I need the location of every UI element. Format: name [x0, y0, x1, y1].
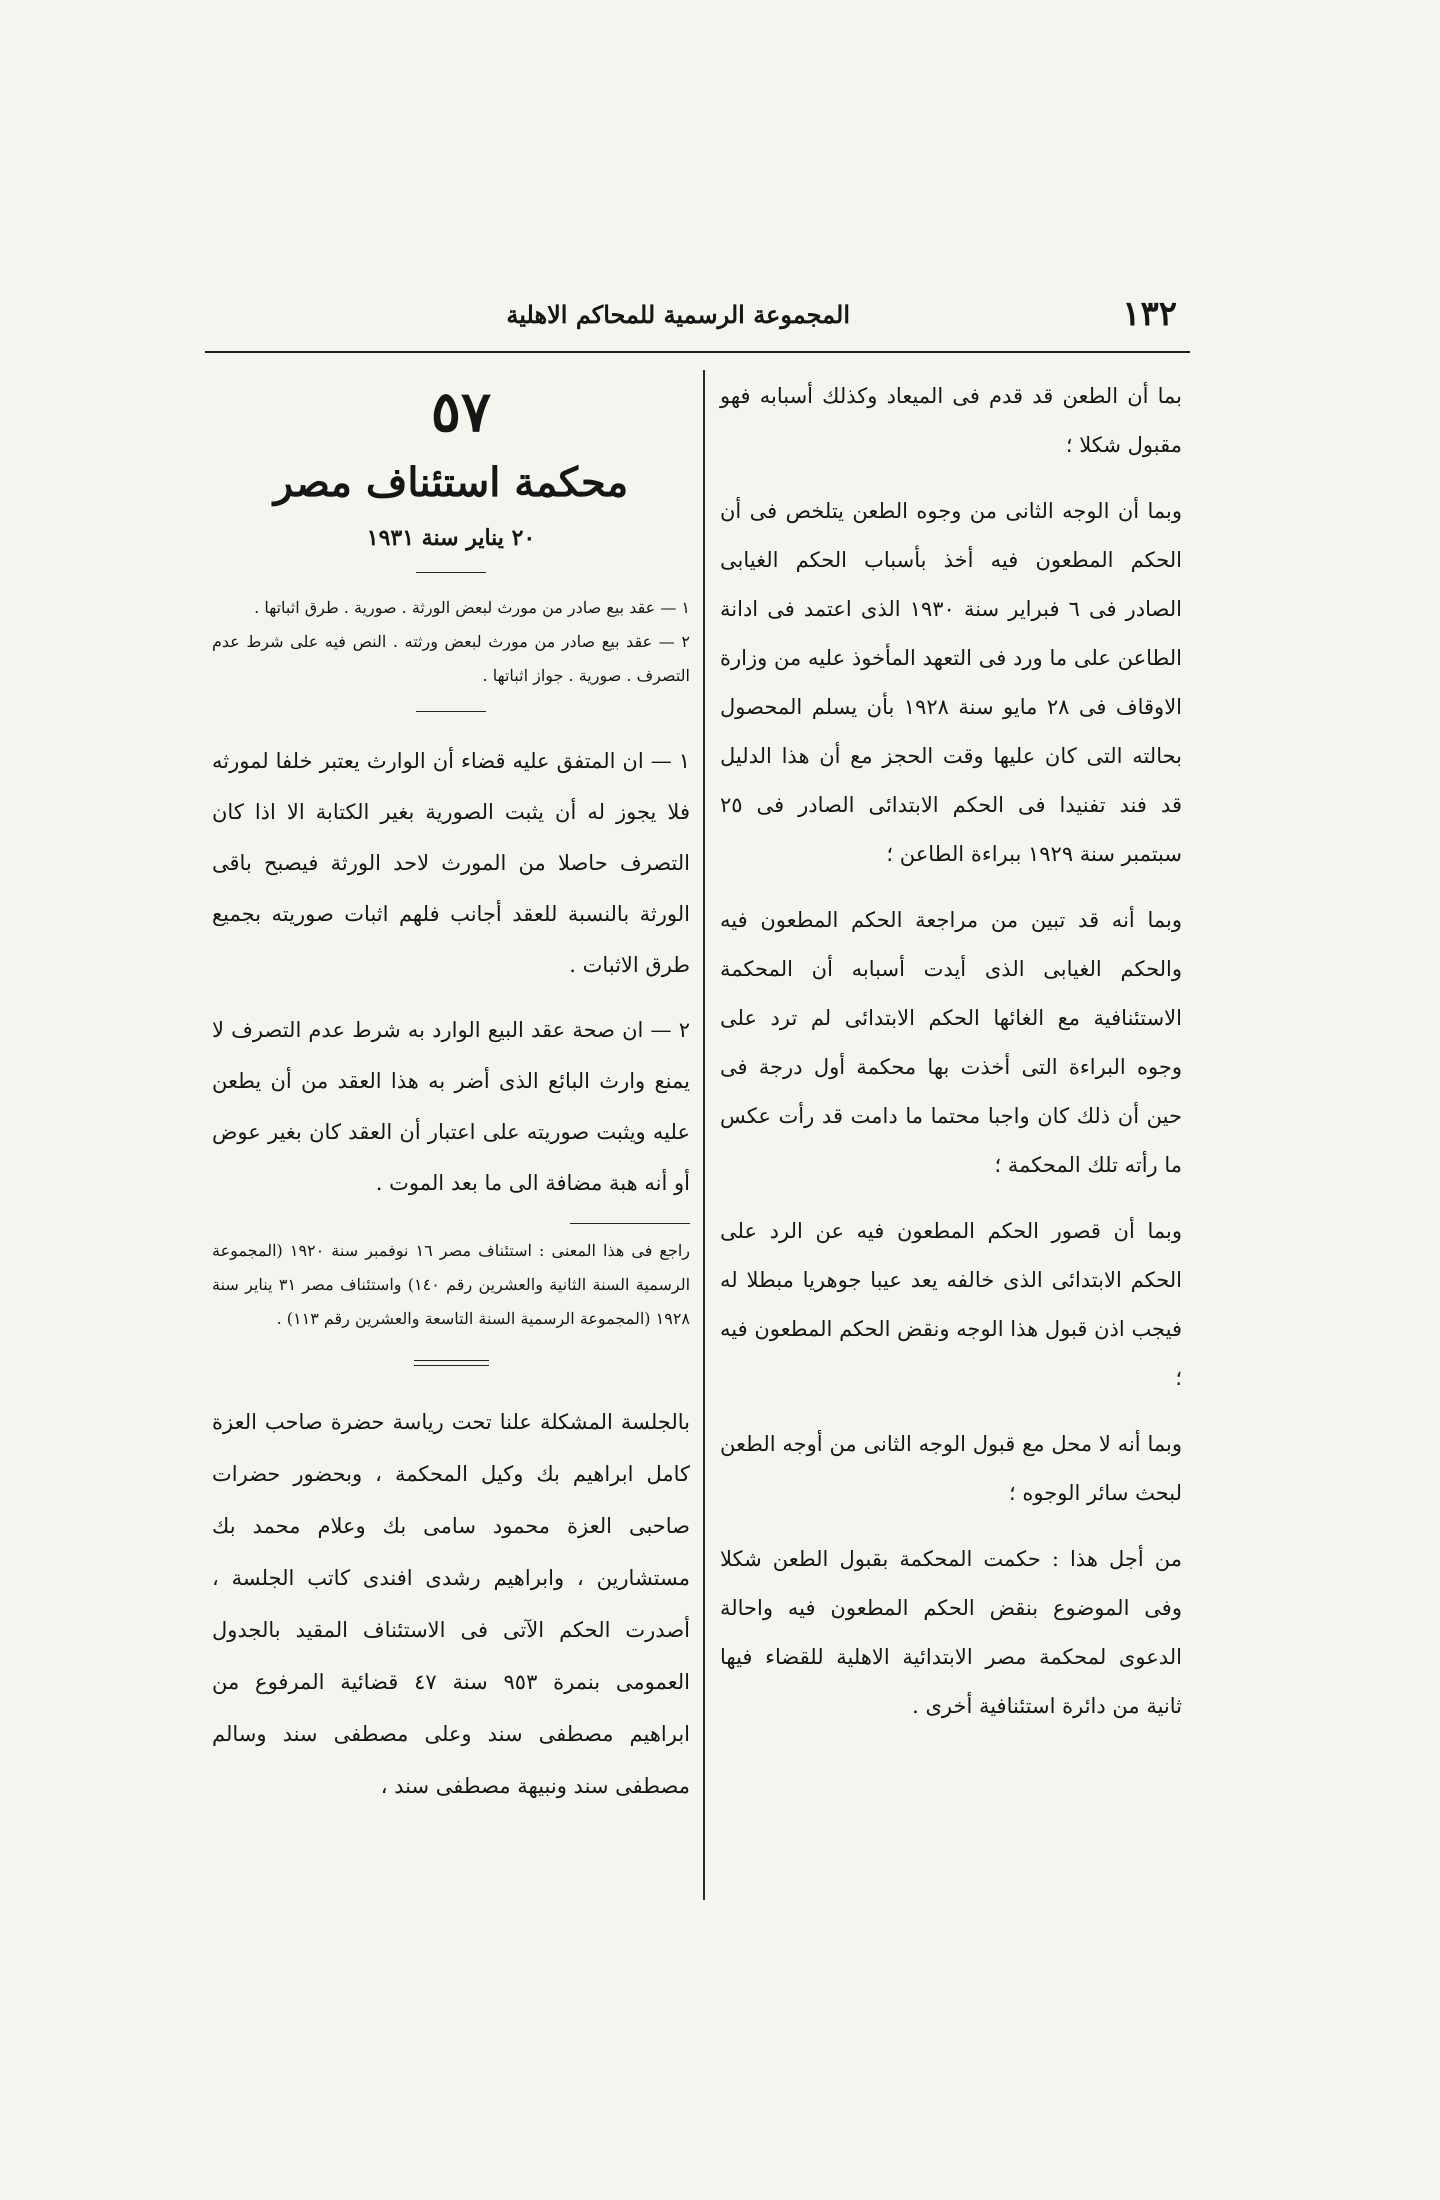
reference-note: راجع فى هذا المعنى : استئناف مصر ١٦ نوفمبر سنة ١٩٢٠ (المجموعة الرسمية السنة الثانية والعشرين رقم ١٤٠) واستئناف مصر ٣١ يناير سنة ١٩٢٨ (المجموعة الرسمية السنة التاسعة والعشرين رقم ١١٣) . — [212, 1241, 691, 1328]
paragraph: من أجل هذا : حكمت المحكمة بقبول الطعن شكلا وفى الموضوع بنقض الحكم المطعون فيه واحالة الدعوى لمحكمة مصر الابتدائية الاهلية للقضاء فيها ثانية من دائرة استئنافية أخرى . — [720, 1547, 1182, 1718]
paragraph: وبما أن الوجه الثانى من وجوه الطعن يتلخص فى أن الحكم المطعون فيه أخذ بأسباب الحكم الغيابى الصادر فى ٦ فبراير سنة ١٩٣٠ الذى اعتمد فى ادانة الطاعن على ما ورد فى التعهد المأخوذ عليه من وزارة الاوقاف فى ٢٨ مايو سنة ١٩٢٨ بأن يسلم المحصول بحالته التى كان عليها وقت الحجز مع أن هذا الدليل قد فند تفنيدا فى الحكم الابتدائى الصادر فى ٢٥ سبتمبر سنة ١٩٢٩ ببراءة الطاعن ؛ — [720, 499, 1183, 866]
double-divider — [414, 1360, 489, 1366]
summary-item: ٢ — عقد بيع صادر من مورث لبعض ورثته . النص فيه على شرط عدم التصرف . صورية . جواز اثباتها . — [212, 632, 690, 685]
right-column — [720, 372, 1182, 1748]
summary-item: ١ — عقد بيع صادر من مورث لبعض الورثة . صورية . طرق اثباتها . — [254, 598, 690, 617]
paragraph: وبما أنه قد تبين من مراجعة الحكم المطعون فيه والحكم الغيابى الذى أيدت أسبابه أن المحكمة الاستئنافية مع الغائها الحكم الابتدائى لم ترد على وجوه البراءة التى أخذت بها محكمة أول درجة فى حين أن ذلك كان واجبا محتما ما دامت قد رأت عكس ما رأته تلك المحكمة ؛ — [720, 908, 1182, 1177]
case-number: ٥٧ — [430, 379, 492, 445]
paragraph: وبما أنه لا محل مع قبول الوجه الثانى من أوجه الطعن لبحث سائر الوجوه ؛ — [720, 1432, 1182, 1505]
court-name: محكمة استئناف مصر — [273, 459, 629, 506]
legal-principle: ٢ — ان صحة عقد البيع الوارد به شرط عدم التصرف لا يمنع وارث البائع الذى أضر به هذا العقد من أن يطعن عليه ويثبت صوريته على اعتبار أن العقد كان بغير عوض أو أنه هبة مضافة الى ما بعد الموت . — [212, 1018, 690, 1195]
page-header — [205, 292, 1205, 342]
page-number: ١٣٢ — [1122, 294, 1177, 334]
footnote-rule — [570, 1223, 690, 1224]
paragraph: بما أن الطعن قد قدم فى الميعاد وكذلك أسبابه فهو مقبول شكلا ؛ — [720, 384, 1182, 457]
divider — [416, 572, 486, 573]
running-title: المجموعة الرسمية للمحاكم الاهلية — [506, 300, 850, 329]
case-date: ٢٠ يناير سنة ١٩٣١ — [366, 525, 536, 551]
session-paragraph: بالجلسة المشكلة علنا تحت رياسة حضرة صاحب العزة كامل ابراهيم بك وكيل المحكمة ، وبحضور حضرات صاحبى العزة محمود سامى بك وعلام محمد بك مستشارين ، وابراهيم رشدى افندى كاتب الجلسة ، أصدرت الحكم الآتى فى الاستئناف المقيد بالجدول العمومى بنمرة ٩٥٣ سنة ٤٧ قضائية المرفوع من ابراهيم مصطفى سند وعلى مصطفى سند وسالم مصطفى سند ونبيهة مصطفى سند ، — [212, 1410, 690, 1798]
left-column — [212, 372, 690, 1812]
divider — [416, 711, 486, 712]
header-rule — [205, 351, 1190, 353]
column-divider — [703, 370, 705, 1900]
legal-principle: ١ — ان المتفق عليه قضاء أن الوارث يعتبر خلفا لمورثه فلا يجوز له أن يثبت الصورية بغير الكتابة الا اذا كان التصرف حاصلا من المورث لاحد الورثة فيصبح باقى الورثة بالنسبة للعقد أجانب فلهم اثبات صوريته بجميع طرق الاثبات . — [212, 749, 690, 977]
paragraph: وبما أن قصور الحكم المطعون فيه عن الرد على الحكم الابتدائى الذى خالفه يعد عيبا جوهريا مبطلا له فيجب اذن قبول هذا الوجه ونقض الحكم المطعون فيه ؛ — [720, 1219, 1182, 1390]
